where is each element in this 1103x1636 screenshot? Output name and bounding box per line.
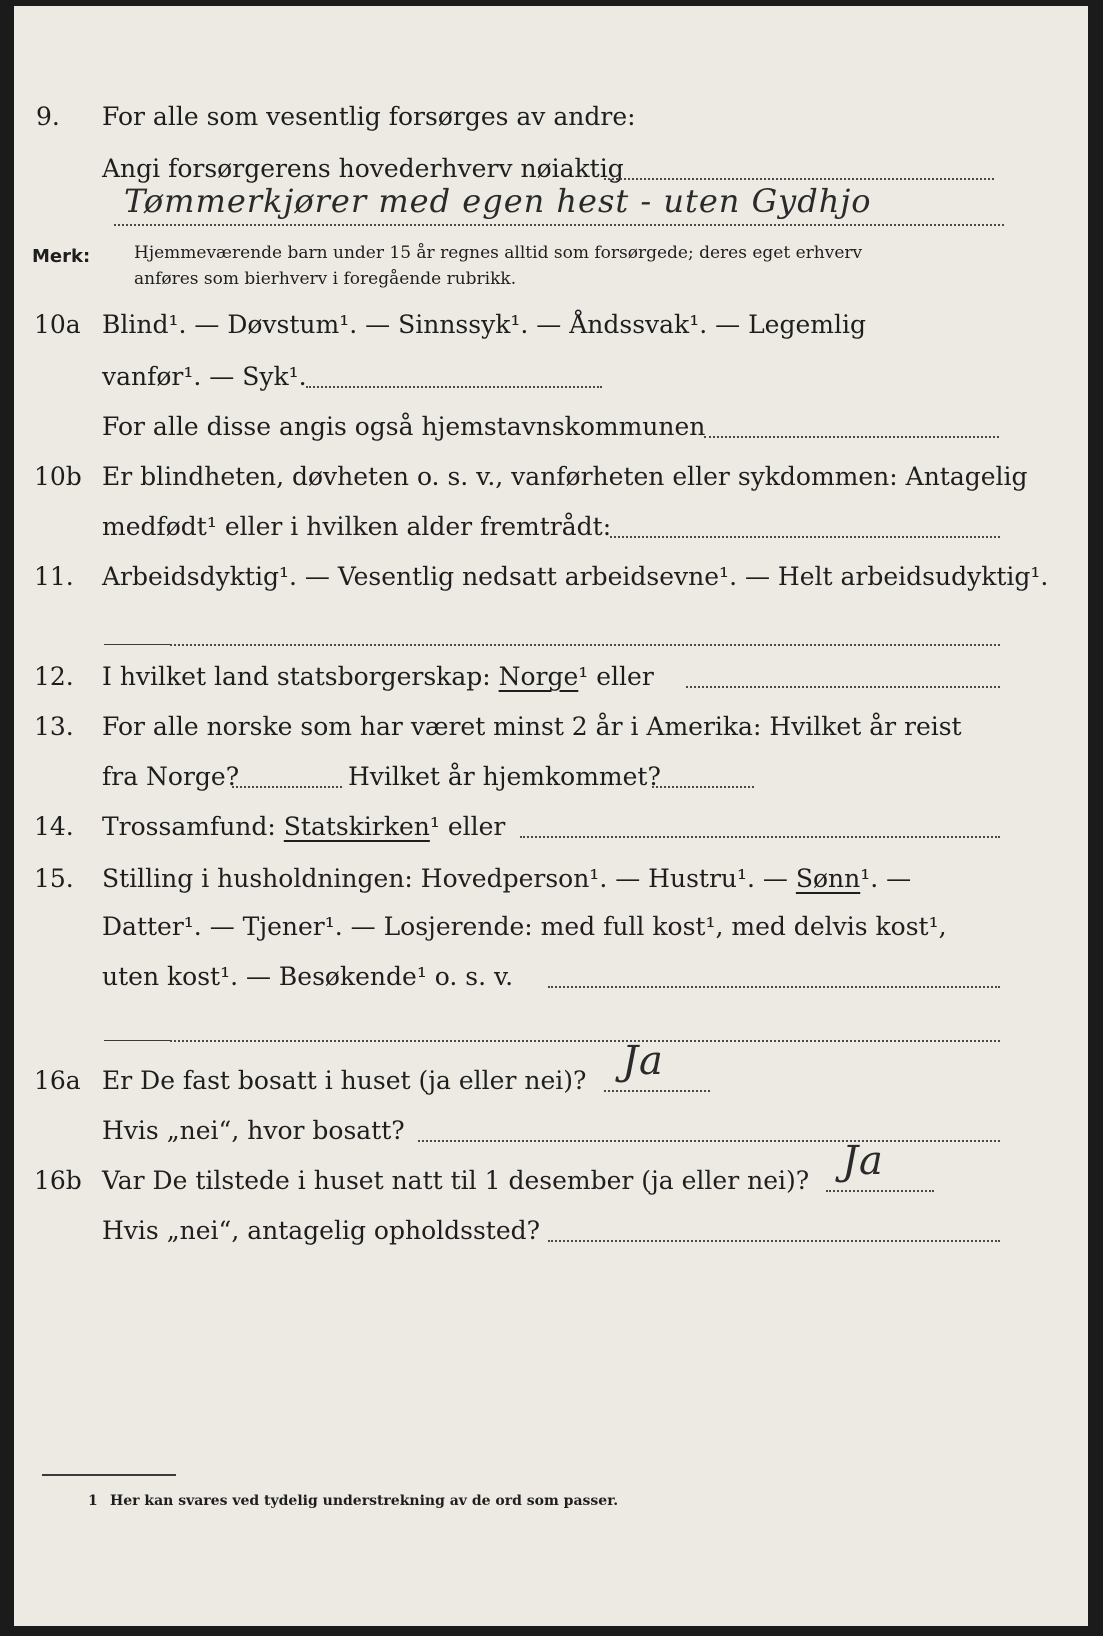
q9-line2: Angi forsørgerens hovederhverv nøiaktig bbox=[102, 154, 624, 183]
q14-line bbox=[102, 812, 505, 842]
q15-line2: Datter¹. — Tjener¹. — Losjerende: med full kost¹, med delvis kost¹, bbox=[102, 912, 947, 941]
q10a-number: 10a bbox=[34, 310, 81, 339]
q13-dotted-line-1 bbox=[232, 786, 342, 788]
merk-line1: Hjemmeværende barn under 15 år regnes alltid som forsørgede; deres eget erhverv bbox=[134, 243, 863, 263]
q14-underlined-answer: Statskirken bbox=[283, 812, 430, 841]
q12-text-post: ¹ eller bbox=[578, 662, 654, 691]
q16a-line1: Er De fast bosatt i huset (ja eller nei)? bbox=[102, 1066, 587, 1095]
q15-number: 15. bbox=[34, 864, 74, 893]
q11-number: 11. bbox=[34, 562, 74, 591]
q10b-dotted-line bbox=[610, 536, 1000, 538]
footnote-text: Her kan svares ved tydelig understrekning av de ord som passer. bbox=[110, 1493, 619, 1509]
q16b-handwritten-answer[interactable]: Ja bbox=[842, 1138, 884, 1184]
q16b-dotted-line-2 bbox=[548, 1240, 1000, 1242]
q16b-number: 16b bbox=[34, 1166, 82, 1195]
footnote-mark: 1 bbox=[88, 1493, 98, 1509]
q12-underlined-answer: Norge bbox=[498, 662, 579, 691]
q15-dotted-line-1 bbox=[548, 986, 1000, 988]
q16a-dotted-line-2 bbox=[418, 1140, 1000, 1142]
q13-dotted-line-2 bbox=[652, 786, 754, 788]
q16b-dotted-line bbox=[826, 1190, 934, 1192]
q12-dotted-line bbox=[686, 686, 1000, 688]
q10b-line2: medfødt¹ eller i hvilken alder fremtrådt: bbox=[102, 512, 612, 541]
q9-number: 9. bbox=[36, 102, 60, 131]
q14-number: 14. bbox=[34, 812, 74, 841]
q15-answer-line bbox=[170, 1040, 1000, 1042]
q13-line2a: fra Norge? bbox=[102, 762, 240, 791]
q16b-line2: Hvis „nei“, antagelig opholdssted? bbox=[102, 1216, 541, 1245]
merk-label: Merk: bbox=[32, 246, 91, 267]
q10b-line1: Er blindheten, døvheten o. s. v., vanførheten eller sykdommen: Antagelig bbox=[102, 462, 1028, 491]
q9-dotted-line bbox=[604, 178, 994, 180]
q15-text-post: ¹. — bbox=[860, 864, 912, 893]
merk-line2: anføres som bierhverv i foregående rubrikk. bbox=[134, 269, 517, 289]
q9-line1: For alle som vesentlig forsørges av andre: bbox=[102, 102, 636, 131]
q15-rule-short bbox=[104, 1040, 170, 1041]
q14-text-post: ¹ eller bbox=[429, 812, 506, 841]
q16a-number: 16a bbox=[34, 1066, 81, 1095]
q10b-number: 10b bbox=[34, 462, 82, 491]
q10a-line1: Blind¹. — Døvstum¹. — Sinnssyk¹. — Åndssvak¹. — Legemlig bbox=[102, 310, 866, 339]
q13-line1: For alle norske som har været minst 2 år i Amerika: Hvilket år reist bbox=[102, 712, 962, 741]
q9-answer-line bbox=[114, 224, 1004, 226]
q13-line2b: Hvilket år hjemkommet? bbox=[348, 762, 661, 791]
q16a-line2: Hvis „nei“, hvor bosatt? bbox=[102, 1116, 405, 1145]
q12-text: I hvilket land statsborgerskap: bbox=[102, 662, 499, 691]
q10a-dotted-line-2 bbox=[704, 436, 999, 438]
q10a-line2: vanfør¹. — Syk¹. bbox=[102, 362, 307, 391]
q10a-dotted-line-1 bbox=[306, 386, 602, 388]
q15-line1 bbox=[102, 864, 911, 894]
q16b-line1: Var De tilstede i huset natt til 1 desember (ja eller nei)? bbox=[102, 1166, 810, 1195]
q11-rule-short bbox=[104, 644, 170, 645]
q14-dotted-line bbox=[520, 836, 1000, 838]
q15-text: Stilling i husholdningen: Hovedperson¹. — Hustru¹. — bbox=[102, 864, 796, 893]
footnote-rule bbox=[42, 1474, 176, 1476]
q11-answer-line bbox=[170, 644, 1000, 646]
q10a-line3: For alle disse angis også hjemstavnskommunen bbox=[102, 412, 706, 441]
q12-number: 12. bbox=[34, 662, 74, 691]
q9-handwritten-answer[interactable]: Tømmerkjører med egen hest - uten Gydhjo bbox=[124, 182, 872, 220]
q16a-handwritten-answer[interactable]: Ja bbox=[622, 1038, 664, 1084]
q14-text: Trossamfund: bbox=[102, 812, 284, 841]
q15-underlined-answer: Sønn bbox=[795, 864, 861, 893]
q11-line1: Arbeidsdyktig¹. — Vesentlig nedsatt arbeidsevne¹. — Helt arbeidsudyktig¹. bbox=[102, 562, 1049, 591]
q12-line bbox=[102, 662, 654, 692]
q16a-dotted-line bbox=[604, 1090, 710, 1092]
q15-line3: uten kost¹. — Besøkende¹ o. s. v. bbox=[102, 962, 514, 991]
census-form-page bbox=[14, 6, 1088, 1626]
q13-number: 13. bbox=[34, 712, 74, 741]
